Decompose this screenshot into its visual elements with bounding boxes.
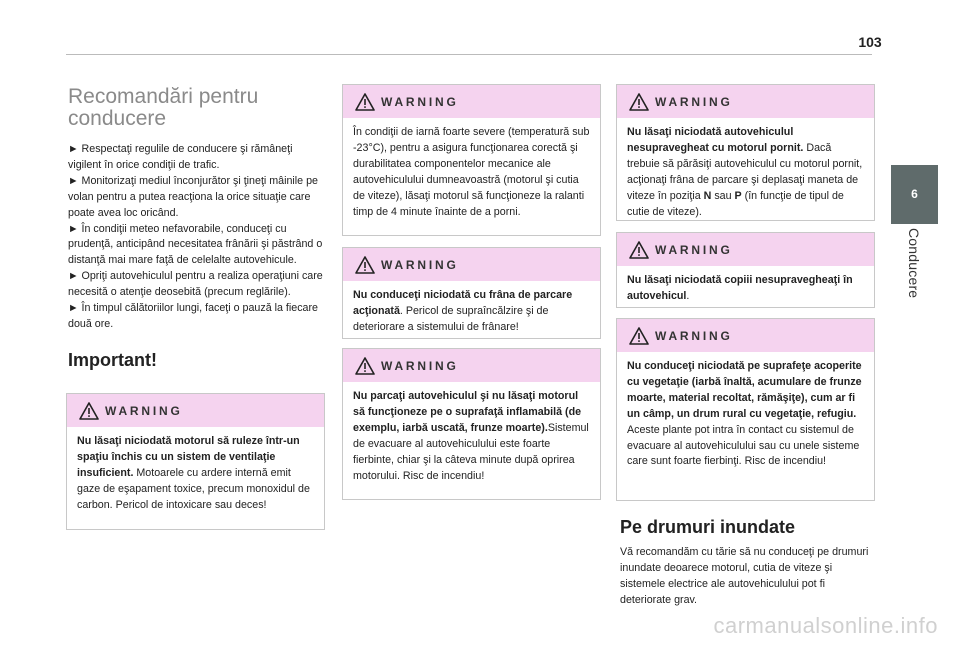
warning-bold-text: Nu lăsaţi niciodată copiii nesupravegheaţi în autovehicul	[627, 274, 853, 302]
warning-title: WARNING	[105, 403, 183, 418]
warning-header	[617, 319, 874, 352]
warning-body-text: (în funcţie de tipul de cutie de viteze).	[627, 189, 844, 218]
warning-bold-text: Nu conduceţi niciodată cu frâna de parcare acţionată	[353, 289, 573, 317]
warning-header	[617, 85, 874, 118]
warning-bold-text: Nu parcaţi autovehiculul şi nu lăsaţi motorul să funcţioneze pe o suprafaţă inflamabilă (de exemplu, iarbă uscată, frunze moarte).	[353, 390, 582, 434]
warning-triangle-icon	[629, 327, 649, 345]
warning-header	[617, 233, 874, 266]
warning-box-vegetation	[616, 318, 875, 501]
warning-bold-text: Nu lăsaţi niciodată motorul să ruleze într-un spaţiu închis cu un sistem de ventilaţie insuficient.	[77, 435, 300, 479]
section-title-line1: Recomandări pentru	[68, 85, 259, 108]
warning-box-parking-brake	[342, 247, 601, 339]
warning-header	[343, 248, 600, 281]
warning-box-flammable-surface	[342, 348, 601, 500]
warning-title: WARNING	[381, 257, 459, 272]
flooded-roads-heading: Pe drumuri inundate	[620, 517, 796, 537]
recommendation-list	[68, 142, 326, 333]
important-heading: Important!	[68, 349, 157, 370]
warning-header	[343, 349, 600, 382]
warning-box-unattended-vehicle	[616, 84, 875, 221]
flooded-roads-section	[620, 517, 876, 609]
warning-text	[617, 118, 874, 228]
section-title-line2: conducere	[68, 107, 167, 130]
list-item: ► În condiţii meteo nefavorabile, conduceţi cu prudenţă, anticipând necesitatea frânării şi păstrând o distanţă mai mare faţă de celelalte autovehicule.	[68, 222, 323, 267]
warning-body-text: În condiţii de iarnă foarte severe (temperatură sub -23°C), pentru a asigura funcţionarea corectă şi durabilitatea componentelor mecanice ale autovehiculului dumneavoastră (motorul şi cutia de viteze), lăsaţi motorul să funcţioneze la ralanti timp de 4 minute înainte de a porni.	[353, 126, 590, 218]
header-divider	[66, 54, 872, 55]
warning-triangle-icon	[355, 256, 375, 274]
warning-title: WARNING	[655, 242, 733, 257]
warning-title: WARNING	[381, 358, 459, 373]
page-number: 103	[858, 34, 882, 50]
warning-body-text: .	[686, 289, 690, 302]
warning-header	[67, 394, 324, 427]
warning-text	[617, 352, 874, 478]
warning-triangle-icon	[629, 241, 649, 259]
warning-triangle-icon	[355, 357, 375, 375]
list-item: ► În timpul călătoriilor lungi, faceţi o pauză la fiecare două ore.	[68, 302, 318, 330]
warning-text	[617, 266, 874, 313]
gear-n-label: N	[703, 189, 712, 202]
list-item: ► Monitorizaţi mediul înconjurător şi ţineţi mâinile pe volan pentru a putea reacţiona la orice situaţie care poate avea loc oricând.	[68, 174, 318, 219]
warning-text	[343, 118, 600, 228]
watermark: carmanualsonline.info	[713, 613, 938, 638]
column-1	[68, 86, 326, 371]
list-item: ► Respectaţi regulile de conducere şi rămâneţi vigilent în orice condiţii de trafic.	[68, 143, 293, 171]
warning-bold-text: Nu lăsaţi niciodată autovehiculul nesupravegheat cu motorul pornit.	[627, 126, 804, 154]
flooded-roads-text: Vă recomandăm cu tărie să nu conduceţi pe drumuri inundate deoarece motorul, cutia de viteze şi sistemele electrice ale autovehiculului pot fi deteriorate grav.	[620, 546, 869, 606]
warning-triangle-icon	[355, 93, 375, 111]
chapter-label: Conducere	[906, 228, 922, 299]
warning-body-text: Sistemul de evacuare al autovehiculului este foarte fierbinte, chiar şi la câteva minute după oprirea motorului. Risc de incendiu!	[353, 421, 589, 482]
section-title	[68, 86, 326, 130]
warning-title: WARNING	[655, 94, 733, 109]
warning-text	[343, 382, 600, 492]
warning-body-text: sau	[711, 189, 735, 202]
warning-title: WARNING	[381, 94, 459, 109]
warning-box-ventilation	[66, 393, 325, 530]
warning-text	[343, 281, 600, 344]
warning-header	[343, 85, 600, 118]
warning-box-winter	[342, 84, 601, 236]
warning-text	[67, 427, 324, 522]
warning-body-text: . Pericol de supraîncălzire şi de deteriorare a sistemului de frânare!	[353, 304, 549, 333]
warning-body-text: Motoarele cu ardere internă emit gaze de eşapament toxice, precum monoxidul de carbon. Pericol de intoxicare sau deces!	[77, 466, 310, 511]
gear-p-label: P	[734, 189, 742, 202]
warning-title: WARNING	[655, 328, 733, 343]
list-item: ► Opriţi autovehiculul pentru a realiza operaţiuni care necesită o atenţie deosebită (precum reglările).	[68, 270, 323, 299]
warning-body-text: Dacă trebuie să părăsiţi autovehiculul cu motorul pornit, acţionaţi frâna de parcare şi deplasaţi maneta de viteze în poziţia	[627, 141, 863, 202]
warning-triangle-icon	[79, 402, 99, 420]
warning-bold-text: Nu conduceţi niciodată pe suprafeţe acoperite cu vegetaţie (iarbă înaltă, acumulare de frunze moarte, material recoltat, rămăşiţe), cum ar fi un câmp, un drum rural cu vegetaţie, refugiu.	[627, 360, 862, 420]
warning-triangle-icon	[629, 93, 649, 111]
warning-box-children	[616, 232, 875, 308]
warning-body-text: Aceste plante pot intra în contact cu sistemul de evacuare al autovehiculului sau cu unele sisteme care sunt foarte fierbinţi. Risc de incendiu!	[627, 423, 860, 468]
chapter-tab[interactable]: 6	[891, 165, 938, 224]
